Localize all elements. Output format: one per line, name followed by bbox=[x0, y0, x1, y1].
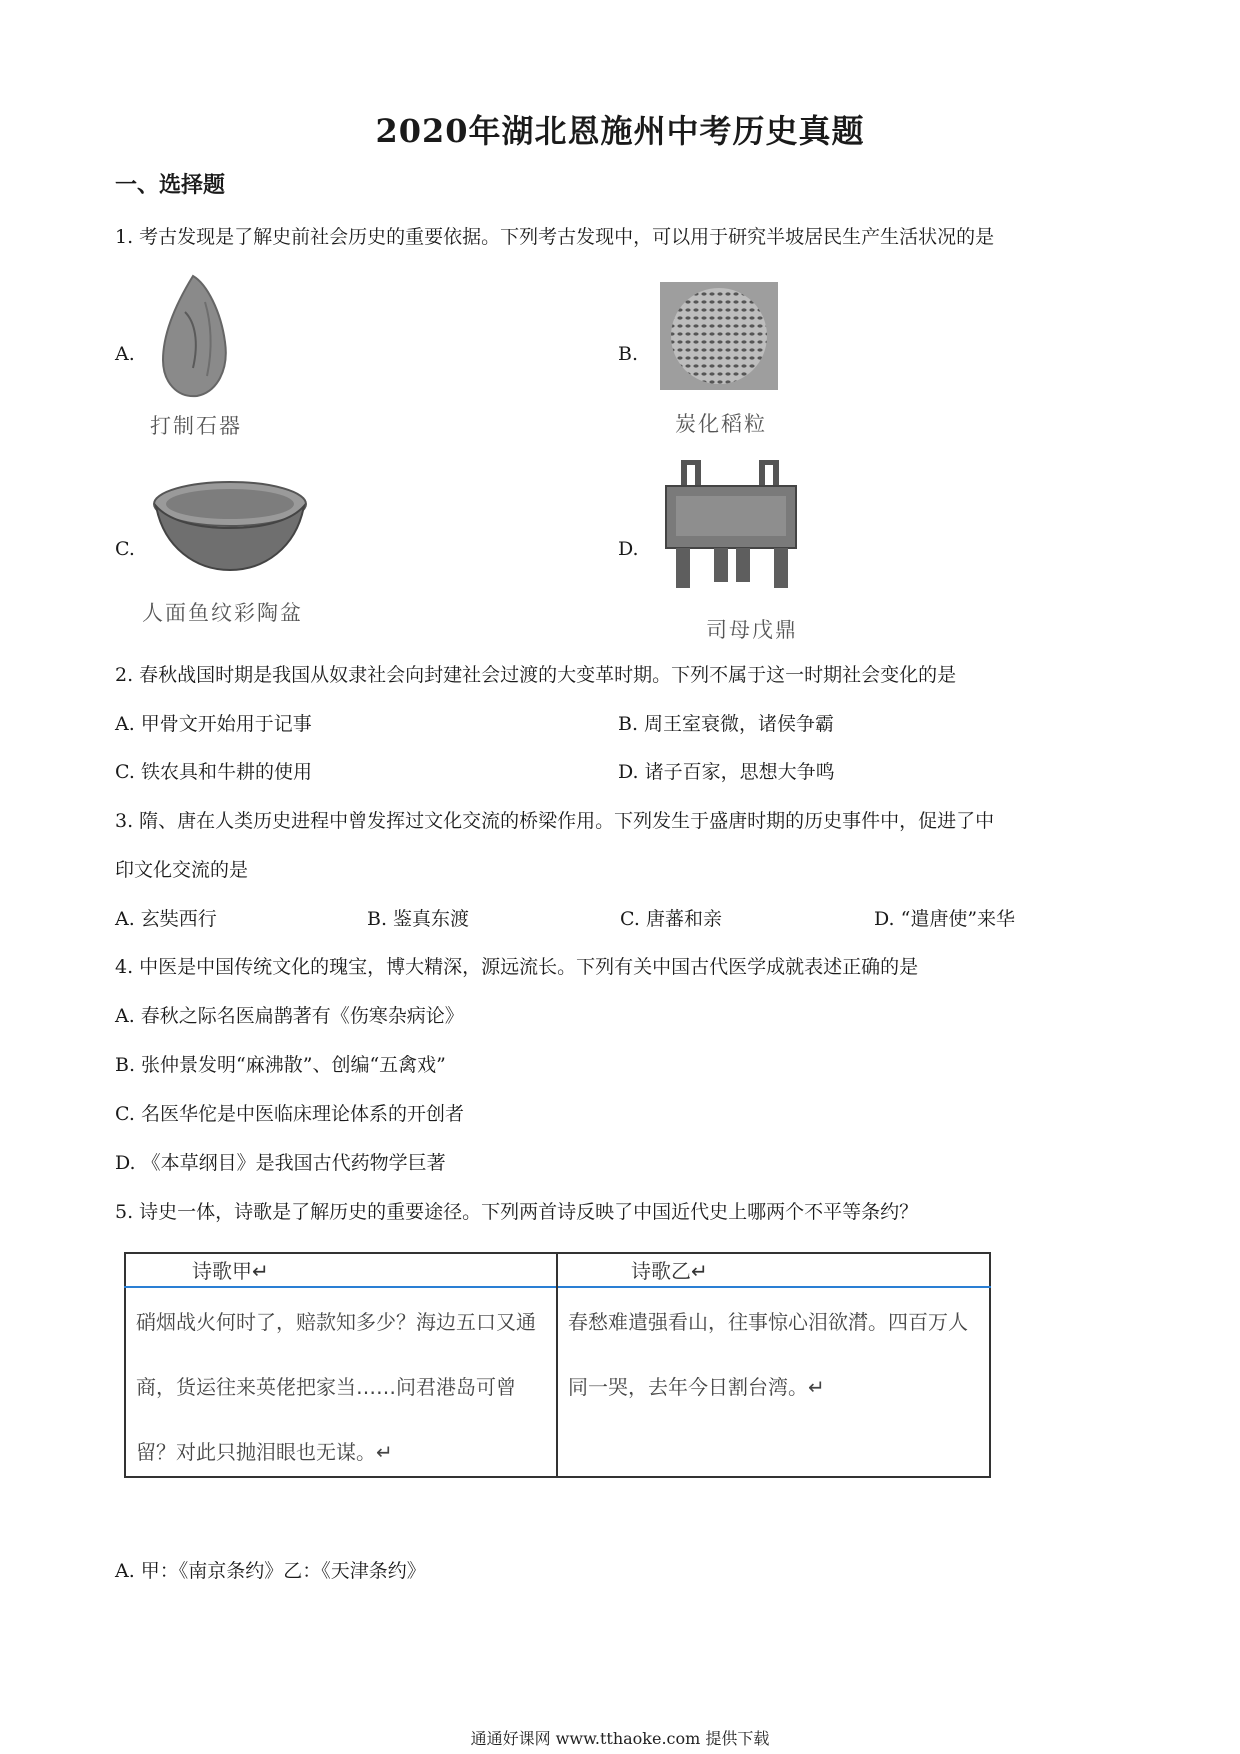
q3-option-d: D. “遣唐使”来华 bbox=[874, 908, 1016, 930]
q2-option-c: C. 铁农具和牛耕的使用 bbox=[115, 761, 312, 783]
question-1-stem: 1. 考古发现是了解史前社会历史的重要依据。下列考古发现中，可以用于研究半坡居民生产生活状况的是 bbox=[115, 226, 995, 248]
q4-option-d: D. 《本草纲目》是我国古代药物学巨著 bbox=[115, 1152, 446, 1174]
q3-option-a: A. 玄奘西行 bbox=[115, 908, 217, 930]
question-4-stem: 4. 中医是中国传统文化的瑰宝，博大精深，源远流长。下列有关中国古代医学成就表述正确的是 bbox=[115, 956, 919, 978]
q1-option-a-label: A. bbox=[115, 343, 135, 365]
q1-option-b-caption: 炭化稻粒 bbox=[675, 412, 767, 436]
q4-option-a: A. 春秋之际名医扁鹊著有《伤寒杂病论》 bbox=[115, 1005, 464, 1027]
q3-option-c: C. 唐蕃和亲 bbox=[620, 908, 722, 930]
question-2-stem: 2. 春秋战国时期是我国从奴隶社会向封建社会过渡的大变革时期。下列不属于这一时期社会变化的是 bbox=[115, 664, 957, 686]
section-heading: 一、选择题 bbox=[115, 172, 226, 198]
q4-option-c: C. 名医华佗是中医临床理论体系的开创者 bbox=[115, 1103, 464, 1125]
carbonized-rice-image bbox=[660, 282, 778, 390]
q2-option-b: B. 周王室衰微，诸侯争霸 bbox=[618, 713, 835, 735]
painted-pottery-basin-image bbox=[150, 478, 310, 578]
simuwu-ding-image bbox=[662, 460, 800, 595]
q1-option-c-label: C. bbox=[115, 538, 135, 560]
question-3-stem-line2: 印文化交流的是 bbox=[115, 859, 249, 881]
poem-b-title: 诗歌乙↵ bbox=[631, 1259, 708, 1283]
table-column-divider bbox=[556, 1254, 558, 1476]
question-3-stem-line1: 3. 隋、唐在人类历史进程中曾发挥过文化交流的桥梁作用。下列发生于盛唐时期的历史事件中，促进了中 bbox=[115, 810, 995, 832]
chipped-stone-tool-image bbox=[155, 272, 235, 402]
q3-option-b: B. 鉴真东渡 bbox=[367, 908, 470, 930]
q4-option-b: B. 张仲景发明“麻沸散”、创编“五禽戏” bbox=[115, 1054, 446, 1076]
page-title: 2020年湖北恩施州中考历史真题 bbox=[375, 112, 865, 150]
poem-a-title: 诗歌甲↵ bbox=[192, 1259, 269, 1283]
poem-table bbox=[124, 1252, 991, 1478]
q2-option-a: A. 甲骨文开始用于记事 bbox=[115, 713, 312, 735]
q1-option-d-label: D. bbox=[618, 538, 639, 560]
poem-a-text: 硝烟战火何时了，赔款知多少？海边五口又通商，货运往来英佬把家当……问君港岛可曾留？对此只抛泪眼也无谋。↵ bbox=[136, 1310, 536, 1464]
q5-option-a: A. 甲：《南京条约》乙：《天津条约》 bbox=[115, 1560, 426, 1582]
question-5-stem: 5. 诗史一体，诗歌是了解历史的重要途径。下列两首诗反映了中国近代史上哪两个不平等条约？ bbox=[115, 1201, 919, 1223]
q1-option-b-label: B. bbox=[618, 343, 639, 365]
q1-option-a-caption: 打制石器 bbox=[150, 414, 242, 438]
poem-b-text: 春愁难遣强看山，往事惊心泪欲潸。四百万人同一哭，去年今日割台湾。↵ bbox=[568, 1310, 968, 1399]
q1-option-d-caption: 司母戊鼎 bbox=[706, 618, 798, 642]
page-footer: 通通好课网 www.tthaoke.com 提供下载 bbox=[470, 1729, 770, 1748]
q1-option-c-caption: 人面鱼纹彩陶盆 bbox=[142, 601, 303, 625]
q2-option-d: D. 诸子百家，思想大争鸣 bbox=[618, 761, 835, 783]
